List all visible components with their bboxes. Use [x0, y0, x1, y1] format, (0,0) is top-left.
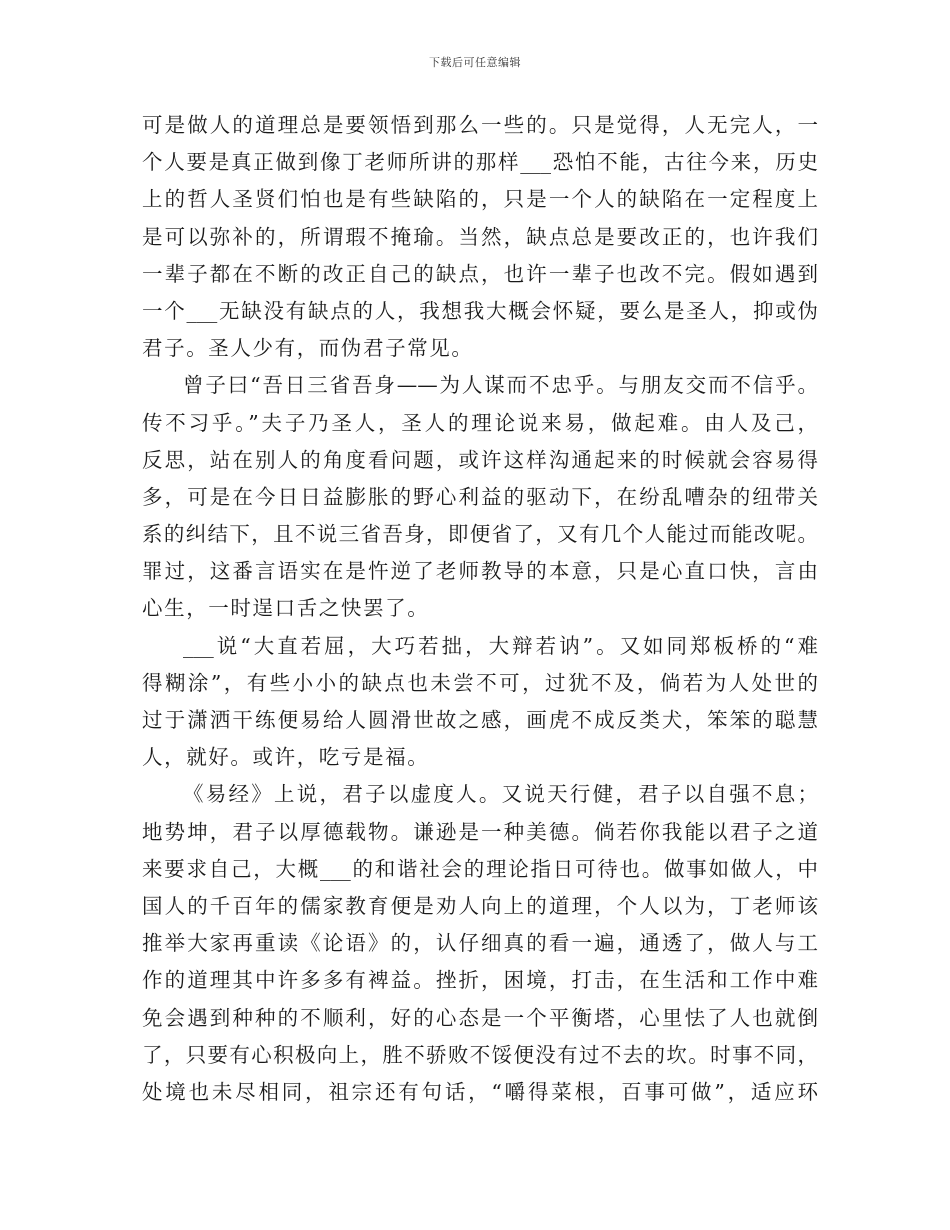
text-line: 曾子曰“吾日三省吾身——为人谋而不忠乎。与朋友交而不信乎。	[183, 373, 818, 398]
text-line: 过于潇洒干练便易给人圆滑世故之感，画虎不成反类犬，笨笨的聪慧	[142, 708, 818, 732]
text-line: 地势坤，君子以厚德载物。谦逊是一种美德。倘若你我能以君子之道	[142, 819, 818, 844]
text-line: 处境也未尽相同，祖宗还有句话，“嚼得菜根，百事可做”，适应环	[142, 1079, 818, 1104]
text-line: 一个___无缺没有缺点的人，我想我大概会怀疑，要么是圣人，抑或伪	[142, 298, 818, 323]
text-line: 可是做人的道理总是要领悟到那么一些的。只是觉得，人无完人，一	[142, 113, 818, 137]
text-line: 系的纠结下，且不说三省吾身，即便省了，又有几个人能过而能改呢。	[142, 522, 818, 547]
text-line: 心生，一时逞口舌之快罢了。	[142, 596, 430, 621]
text-line: 来要求自己，大概___的和谐社会的理论指日可待也。做事如做人，中	[142, 856, 818, 881]
document-body	[142, 107, 818, 1111]
page-header: 下载后可任意编辑	[429, 56, 521, 69]
text-line: 君子。圣人少有，而伪君子常见。	[142, 336, 474, 361]
text-line: 人，就好。或许，吃亏是福。	[142, 745, 430, 770]
text-line: 传不习乎。”夫子乃圣人，圣人的理论说来易，做起难。由人及己，	[142, 410, 818, 435]
text-line: 个人要是真正做到像丁老师所讲的那样___恐怕不能，古往今来，历史	[142, 150, 818, 175]
text-line: 罪过，这番言语实在是忤逆了老师教导的本意，只是心直口快，言由	[142, 559, 818, 584]
text-line: 免会遇到种种的不顺利，好的心态是一个平衡塔，心里怯了人也就倒	[142, 1005, 818, 1030]
text-line: 国人的千百年的儒家教育便是劝人向上的道理，个人以为，丁老师该	[142, 893, 818, 918]
text-line: 了，只要有心积极向上，胜不骄败不馁便没有过不去的坎。时事不同，	[142, 1042, 818, 1067]
text-line: 上的哲人圣贤们怕也是有些缺陷的，只是一个人的缺陷在一定程度上	[142, 187, 818, 212]
text-line: 推举大家再重读《论语》的，认仔细真的看一遍，通透了，做人与工	[142, 931, 818, 956]
text-line: 反思，站在别人的角度看问题，或许这样沟通起来的时候就会容易得	[142, 447, 818, 472]
text-line: 得糊涂”，有些小小的缺点也未尝不可，过犹不及，倘若为人处世的	[142, 670, 818, 695]
text-line: 多，可是在今日日益膨胀的野心利益的驱动下，在纷乱嘈杂的纽带关	[142, 484, 818, 509]
text-line: 作的道理其中许多多有裨益。挫折，困境，打击，在生活和工作中难	[142, 968, 818, 993]
text-line: ___说“大直若屈，大巧若拙，大辩若讷”。又如同郑板桥的“难	[183, 633, 818, 658]
text-line: 一辈子都在不断的改正自己的缺点，也许一辈子也改不完。假如遇到	[142, 261, 818, 286]
text-line: 是可以弥补的，所谓瑕不掩瑜。当然，缺点总是要改正的，也许我们	[142, 224, 818, 249]
text-line: 《易经》上说，君子以虚度人。又说天行健，君子以自强不息；	[183, 782, 818, 807]
